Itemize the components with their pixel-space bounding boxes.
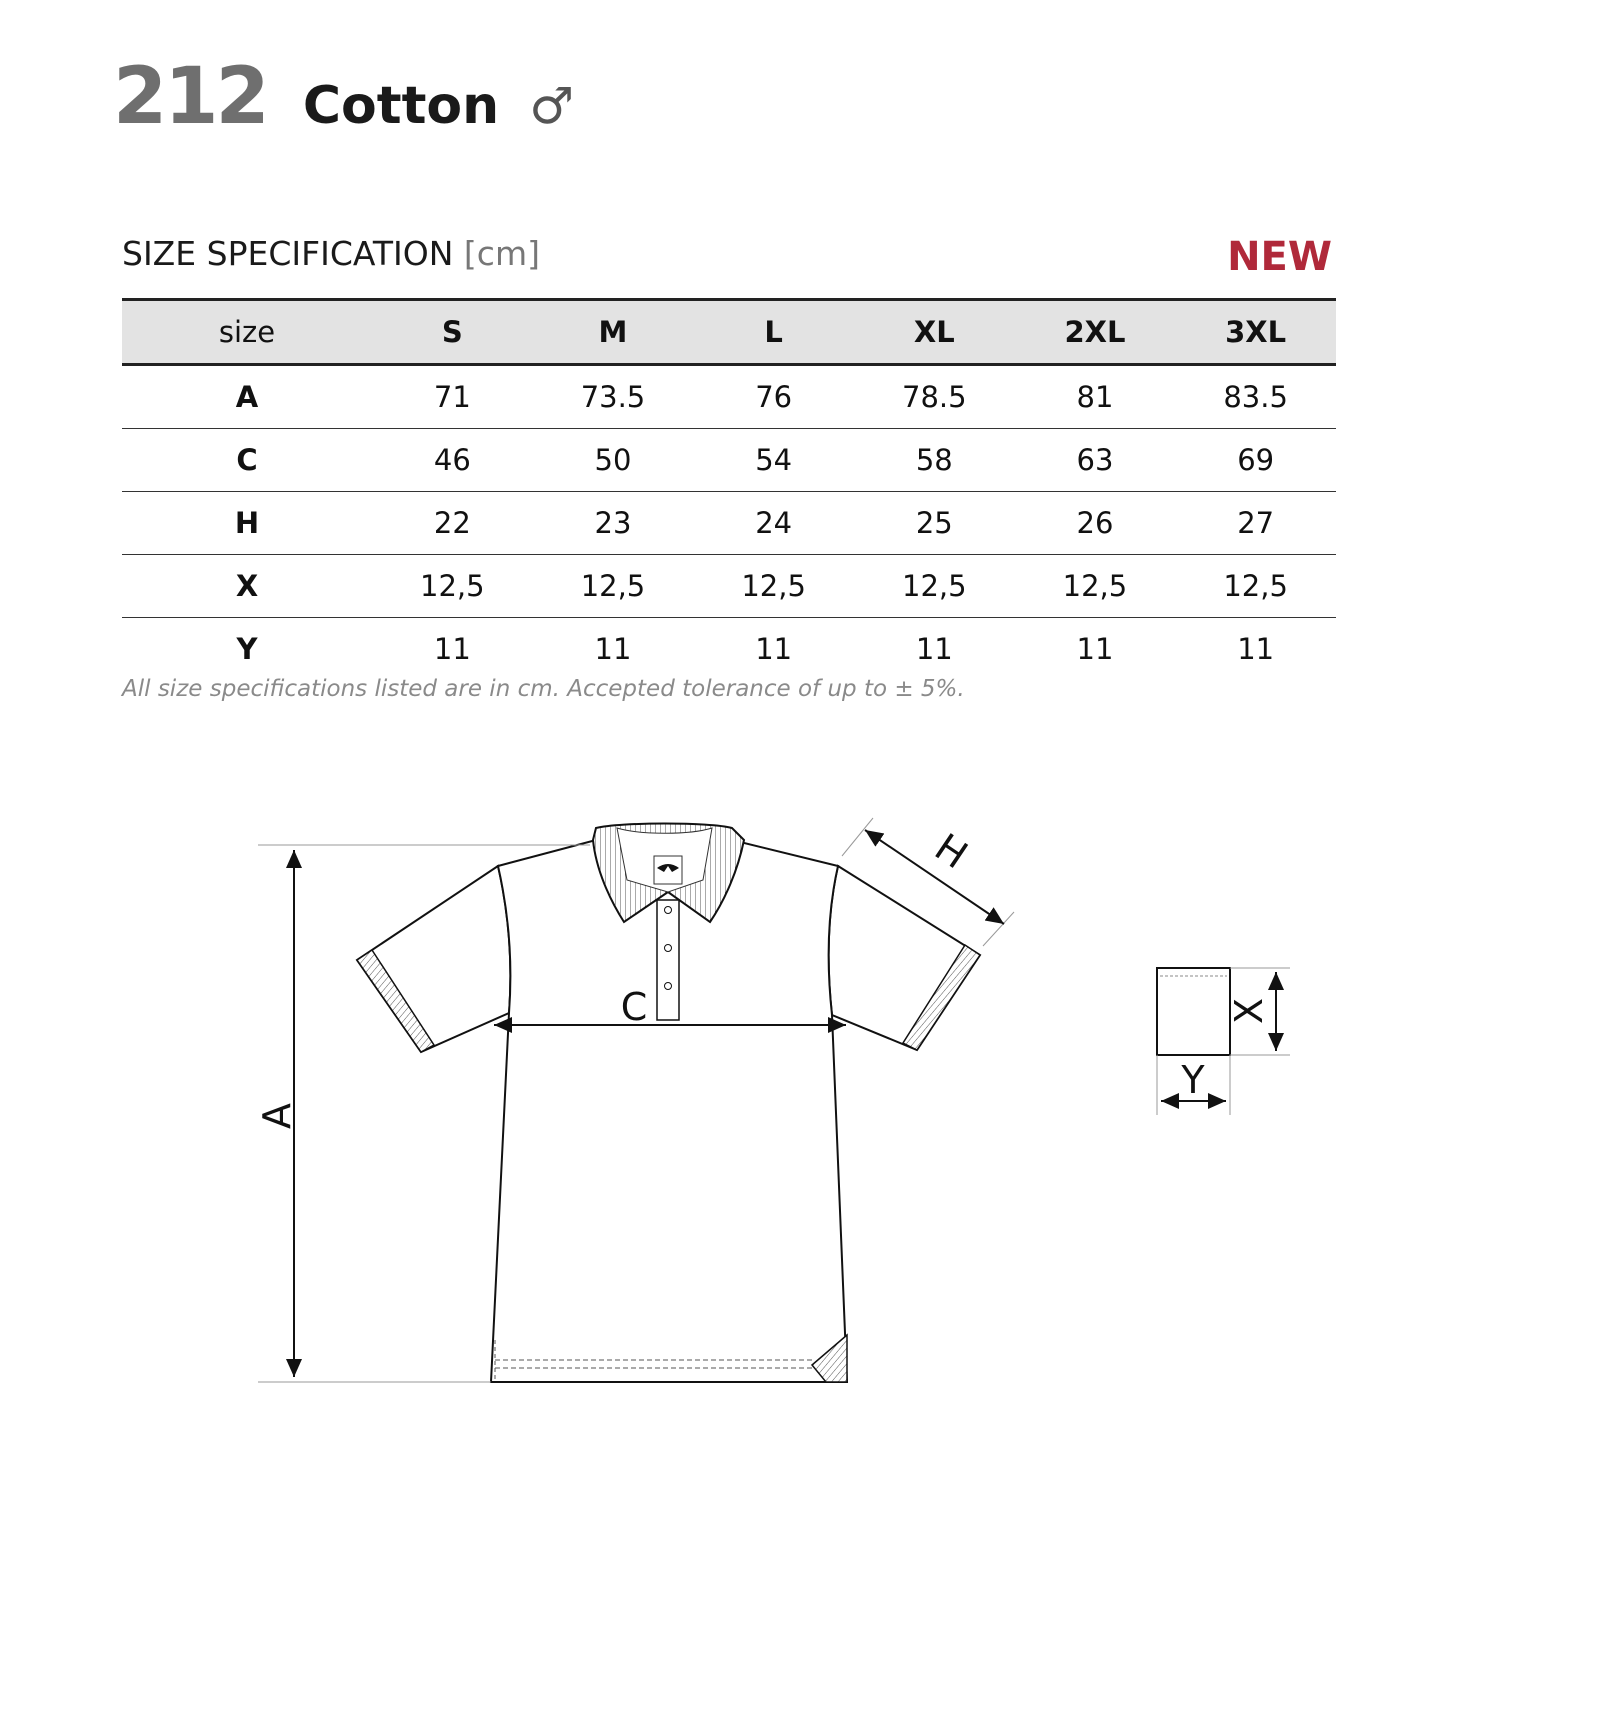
table-cell: 71 <box>372 365 533 429</box>
table-cell: 12,5 <box>854 555 1015 618</box>
spec-title-text: SIZE SPECIFICATION <box>122 234 454 273</box>
size-header-cell: S <box>372 300 533 365</box>
table-cell: 50 <box>533 429 694 492</box>
table-cell: 73.5 <box>533 365 694 429</box>
dim-y-label: Y <box>1181 1058 1205 1102</box>
table-cell: 78.5 <box>854 365 1015 429</box>
table-cell: 11 <box>594 632 632 666</box>
row-label: H <box>122 492 372 555</box>
size-header-cell: L <box>693 300 854 365</box>
spec-unit: [cm] <box>463 234 540 273</box>
label-detail <box>1157 968 1230 1055</box>
size-header-cell: 3XL <box>1175 300 1336 365</box>
dim-a-label: A <box>255 1103 299 1129</box>
left-sleeve <box>357 866 510 1052</box>
dim-c-label: C <box>620 985 648 1029</box>
table-cell: 69 <box>1175 429 1336 492</box>
table-cell: 11 <box>1237 632 1275 666</box>
new-badge: NEW <box>1227 234 1332 280</box>
table-cell: 58 <box>854 429 1015 492</box>
table-cell: 83.5 <box>1175 365 1336 429</box>
table-cell: 12,5 <box>372 555 533 618</box>
tolerance-note: All size specifications listed are in cm. Accepted tolerance of up to ± 5%. <box>122 676 965 702</box>
table-cell: 23 <box>533 492 694 555</box>
table-cell: 46 <box>372 429 533 492</box>
table-cell: 11 <box>915 632 953 666</box>
table-cell: 81 <box>1015 365 1176 429</box>
product-name: Cotton <box>302 76 500 136</box>
table-cell: 22 <box>372 492 533 555</box>
size-header-cell: XL <box>854 300 1015 365</box>
button <box>665 983 672 990</box>
table-cell: 63 <box>1015 429 1176 492</box>
table-cell: 24 <box>693 492 854 555</box>
male-icon: ♂ <box>529 77 575 135</box>
row-label: Y <box>236 632 258 666</box>
dim-x-label: X <box>1227 997 1271 1025</box>
table-cell: 76 <box>693 365 854 429</box>
table-cell: 26 <box>1015 492 1176 555</box>
row-label: C <box>122 429 372 492</box>
dim-h-guide <box>983 912 1014 946</box>
button <box>665 907 672 914</box>
size-header-label: size <box>122 300 372 365</box>
table-cell: 12,5 <box>693 555 854 618</box>
table-cell: 11 <box>1076 632 1114 666</box>
table-cell: 12,5 <box>1175 555 1336 618</box>
row-label: X <box>122 555 372 618</box>
table-cell: 27 <box>1175 492 1336 555</box>
table-cell: 12,5 <box>533 555 694 618</box>
table-cell: 25 <box>854 492 1015 555</box>
button <box>665 945 672 952</box>
size-header-cell: 2XL <box>1015 300 1176 365</box>
placket <box>657 900 679 1020</box>
product-code: 212 <box>113 52 267 142</box>
table-cell: 11 <box>755 632 793 666</box>
collar-label <box>654 856 682 884</box>
dim-h-label: H <box>927 824 976 878</box>
table-cell: 11 <box>433 632 471 666</box>
dim-h-guide <box>842 818 873 856</box>
table-cell: 54 <box>693 429 854 492</box>
row-label: A <box>122 365 372 429</box>
table-cell: 12,5 <box>1015 555 1176 618</box>
size-header-cell: M <box>533 300 694 365</box>
